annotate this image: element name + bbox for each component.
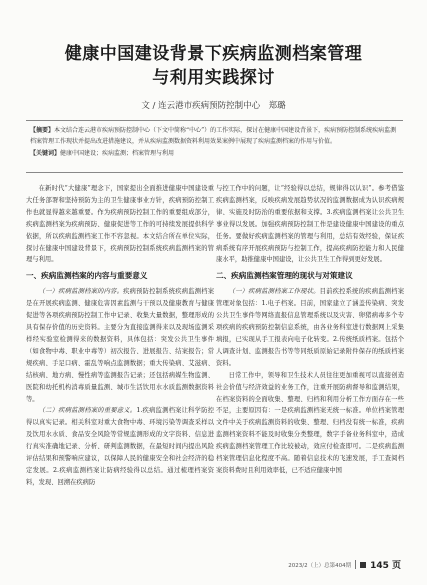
continued-paragraph: 与控工作中的问题，让“经验得以总结，规律得以认识”。参考借鉴疾病监测档案，反映疾病发展趋势状况的监测数据成为认识疾病规律、实施及时防治的重要依据和支撑。3.疾病监测档案让公共卫生事业得以发展。加强疾病预防控制工作是建设健康中国建设的重点任务。要做好疾病监测档案的管理与利用，总结有效经验，保证疾病系统有序开展疾病预防与控制工作，提高疾病防控能力和人民健康水平，助推健康中国建设，让公共卫生工作得到更好发展。 [216,185,404,264]
section-2-subheading-1: （一）疾病监测档案工作现状。 [228,288,320,296]
section-2-paragraph-1 [216,286,404,369]
author-line: 文 / 连云港市疾病预防控制中心 郑璐 [141,101,286,111]
section-1-paragraph-2 [26,405,214,488]
abstract [30,126,399,147]
section-1-paragraph-2-text: 1.疾病监测档案让科学防控得以真实记录。相关科室对重大食物中毒、环境污染等调查采样以及饮用水水质、食品安全风险等常规监测形成的文字资料、信息进行真实准确地记录、分析、研判监测数据，在最短时间内提出风险评估结果和预警响应建议，以保障人民的健康安全和社会经济的稳定发展。2.疾病监测档案让防病经验得以总结。通过梳理档案资料，发现、回溯在疾病防 [26,407,215,486]
keywords-text: 健康中国建设；疾病监测；档案管理与利用 [60,150,175,157]
footer-divider [355,560,356,569]
section-1-subheading-2: （二）疾病监测档案的重要意义。 [38,407,137,415]
page-marker-icon [360,562,366,568]
section-2-paragraph-2: 日常工作中，领导和卫生技术人员往往更加重视可以直接创造社会价值与经济效益的业务工作，注重开展防病督导和监测结果，在档案资料的全面收集、整理、归档和利用分析工作方面存在一些不足，主要原因有：一是疾病监测档案无统一标准。单位档案管理文件中关于疾病监测资料的收集、整理、归档没有统一标准，疾病监测档案资料不能及时收集分类整理，数字手备业务科室中，造成疾病监测档案管理工作比较被动，效应付检查即可。二是疾病监测档案管理信息化程度不高。随着信息技术的飞速发展，手工查阅档案资料费时且利用效率低，已不适应健康中国 [216,371,404,474]
section-1-subheading-1: （一）疾病监测档案的内容。 [38,288,124,296]
section-2-heading: 二、疾病监测档案管理的现状与对策建议 [216,271,353,281]
left-column [26,183,214,489]
intro-paragraph: 在新时代“大健康”理念下，国家提出全面推进健康中国建设重大任务部署和坚持预防为主的卫生健康事业方针，疾病预防控制工作也就显得越来越重要。作为疾病预防控制工作的重要组成部分，疾病监测档案为疾病预防、健康促进等工作的可持续发展提供科学依据，所以疾病监测档案工作不容忽视。本文结合所在单位实际，探讨在健康中国建设背景下，疾病预防控制系统疾病监测档案的管理与利用。 [26,185,214,264]
section-2-paragraph-1-text: 目前疾控系统的疾病监测档案管理对象包括：1.电子档案。目前，国家建立了涵盖传染病、突发公共卫生事件等网络直报信息管理系统以及灾害、卵猪病毒多个专项疾病的疾病预防控制信息系统，由各业务科室进行数据网上采集填报，已实现从手工报表向电子化转变。2.传统纸质档案。包括个人调查计划、监测报告书等等同纸质原始记录附件保存的纸质档案资料。 [216,288,405,367]
section-1-paragraph-1-text: 疾病预防控制系统疾病监测档案是在开展疾病监测、健康危害因素监测与干预以及健康教育与健康促进等各项疾病预防控制工作中记录、收集大量数据，整理形成的具有保存价值的历史资料。主要分为直接监测得来以及现场监测采样经实验室检测得来的数据资料，具体包括：突发公共卫生事件（如食物中毒、职业中毒等）初次报告、进展报告、结案报告；常规疾病、手足口病、霍乱等响点监测数据；重大传染病、艾滋病、结核病、地方病、慢性病等监测报告记录；还包括病媒生物监测、医院和幼托机构消毒质量监测、城市生活饮用水水质监测数据资料等。 [26,288,215,403]
abstract-box [26,120,403,173]
article-title [0,42,427,90]
article-title-line-2: 与利用实践探讨 [152,68,275,88]
section-1-paragraph-1 [26,286,214,405]
issue-info: 2023/2（上）总第404期 [288,562,352,569]
section-1-heading: 一、疾病监测档案的内容与重要意义 [26,271,148,281]
right-column [216,183,404,477]
article-title-line-1: 健康中国建设背景下疾病监测档案管理 [64,44,363,64]
keywords-tag: 【关键词】 [30,150,61,157]
page-footer [288,558,401,571]
abstract-text: 本文结合连云港市疾病预防控制中心（下文中简称“中心”）的工作实际，探讨在健康中国建设背景下，疾病预防控制系统疾病监测档案管理工作现状并提出改进措施建议，并从疾病监测数据资料利用效果案例中展现了疾病监测档案的作用与价值。 [30,127,397,145]
page-number: 145 页 [370,561,401,571]
abstract-tag: 【摘要】 [30,127,55,134]
keywords [30,149,399,160]
